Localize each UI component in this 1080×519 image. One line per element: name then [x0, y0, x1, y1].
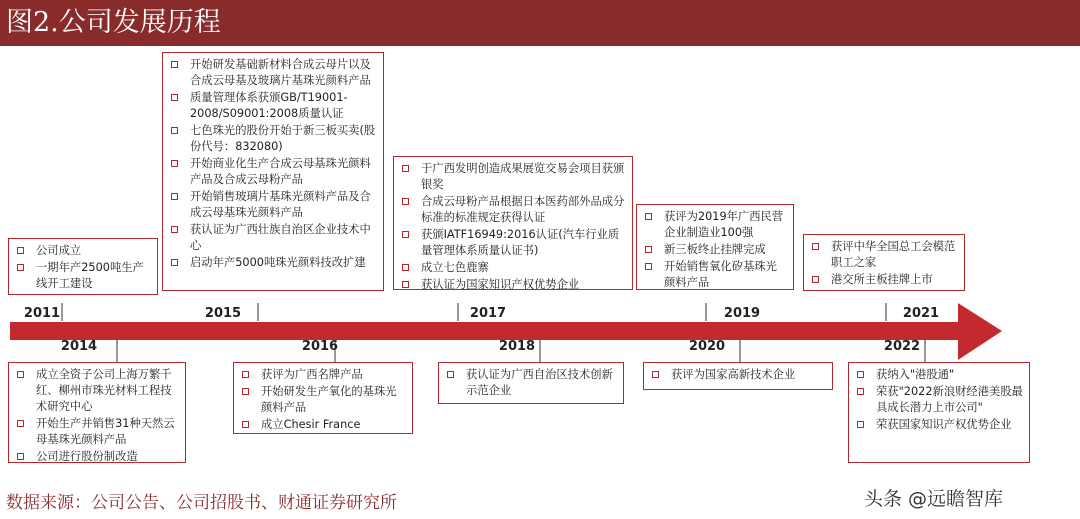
list-item: 开始销售玻璃片基珠光颜料产品及合成云母基珠光颜料产品	[171, 189, 377, 221]
list-item: 开始销售氧化矽基珠光颜料产品	[645, 259, 787, 291]
event-box-2015	[162, 52, 384, 291]
event-box-2019	[636, 204, 794, 290]
year-label-2021: 2021	[902, 306, 940, 321]
list-item: 七色珠光的股份开始于新三板买卖(股份代号：832080)	[171, 123, 377, 155]
square-bullet-icon	[402, 281, 409, 288]
list-item: 启动年产5000吨珠光颜料技改扩建	[171, 255, 377, 271]
year-label-2015: 2015	[204, 306, 242, 321]
year-label-2016: 2016	[301, 339, 339, 354]
page-title: 图2.公司发展历程	[6, 7, 221, 38]
list-item: 获评为国家高新技术企业	[652, 367, 826, 383]
list-item: 获认证为广西壮族自治区企业技术中心	[171, 222, 377, 254]
square-bullet-icon	[171, 61, 178, 68]
list-item: 获认证为国家知识产权优势企业	[402, 277, 626, 293]
event-box-2016	[233, 362, 413, 434]
list-item: 开始商业化生产合成云母基珠光颜料产品及合成云母粉产品	[171, 156, 377, 188]
year-label-2017: 2017	[469, 306, 507, 321]
square-bullet-icon	[812, 276, 819, 283]
list-item: 公司成立	[17, 243, 151, 259]
list-item: 获评为广西名牌产品	[242, 367, 406, 383]
year-label-2018: 2018	[498, 339, 536, 354]
square-bullet-icon	[645, 246, 652, 253]
square-bullet-icon	[242, 371, 249, 378]
event-box-2021	[803, 234, 965, 291]
list-item: 获认证为广西自治区技术创新示范企业	[447, 367, 617, 399]
list-item: 成立全资子公司上海万繁千红、柳州市珠光材料工程技术研究中心	[17, 367, 179, 415]
year-label-2020: 2020	[688, 339, 726, 354]
square-bullet-icon	[402, 165, 409, 172]
list-item: 获纳入"港股通"	[857, 367, 1023, 383]
square-bullet-icon	[242, 388, 249, 395]
square-bullet-icon	[17, 420, 24, 427]
list-item: 获评为2019年广西民营企业制造业100强	[645, 209, 787, 241]
list-item: 获评中华全国总工会模范职工之家	[812, 239, 958, 271]
square-bullet-icon	[812, 243, 819, 250]
square-bullet-icon	[652, 371, 659, 378]
list-item: 合成云母粉产品根据日本医药部外品成分标准的标准规定获得认证	[402, 194, 626, 226]
list-item: 新三板终止挂牌完成	[645, 242, 787, 258]
square-bullet-icon	[17, 264, 24, 271]
square-bullet-icon	[402, 264, 409, 271]
square-bullet-icon	[857, 371, 864, 378]
year-label-2014: 2014	[60, 339, 98, 354]
list-item: 成立Chesir France	[242, 417, 406, 433]
square-bullet-icon	[171, 94, 178, 101]
square-bullet-icon	[857, 388, 864, 395]
list-item: 开始研发基础新材料合成云母片以及合成云母基及玻璃片基珠光颜料产品	[171, 57, 377, 89]
square-bullet-icon	[645, 213, 652, 220]
square-bullet-icon	[171, 127, 178, 134]
event-box-2011	[8, 238, 158, 295]
square-bullet-icon	[447, 371, 454, 378]
square-bullet-icon	[402, 231, 409, 238]
square-bullet-icon	[171, 226, 178, 233]
event-box-2017	[393, 156, 633, 290]
square-bullet-icon	[171, 259, 178, 266]
square-bullet-icon	[17, 453, 24, 460]
watermark: 头条 @远瞻智库	[864, 488, 1004, 510]
year-label-2019: 2019	[723, 306, 761, 321]
list-item: 一期年产2500吨生产线开工建设	[17, 260, 151, 292]
year-label-2011: 2011	[23, 306, 61, 321]
square-bullet-icon	[857, 421, 864, 428]
list-item: 公司进行股份制改造	[17, 449, 179, 465]
square-bullet-icon	[17, 371, 24, 378]
event-box-2018	[438, 362, 624, 404]
list-item: 获颁IATF16949:2016认证(汽车行业质量管理体系质量认证书)	[402, 227, 626, 259]
square-bullet-icon	[242, 421, 249, 428]
list-item: 质量管理体系获颁GB/T19001-2008/S09001:2008质量认证	[171, 90, 377, 122]
list-item: 荣获"2022新浪财经港美股最具成长潜力上市公司"	[857, 384, 1023, 416]
list-item: 港交所主板挂牌上市	[812, 272, 958, 288]
list-item: 于广西发明创造成果展览交易会项目获颁银奖	[402, 161, 626, 193]
source-note: 数据来源：公司公告、公司招股书、财通证券研究所	[6, 493, 397, 513]
event-box-2014	[8, 362, 186, 463]
list-item: 荣获国家知识产权优势企业	[857, 417, 1023, 433]
year-label-2022: 2022	[883, 339, 921, 354]
event-box-2022	[848, 362, 1030, 463]
list-item: 成立七色鹿寨	[402, 260, 626, 276]
event-box-2020	[643, 362, 833, 390]
square-bullet-icon	[645, 263, 652, 270]
list-item: 开始研发生产氧化的基珠光颜料产品	[242, 384, 406, 416]
square-bullet-icon	[17, 247, 24, 254]
square-bullet-icon	[171, 193, 178, 200]
square-bullet-icon	[402, 198, 409, 205]
list-item: 开始生产并销售31种天然云母基珠光颜料产品	[17, 416, 179, 448]
square-bullet-icon	[171, 160, 178, 167]
